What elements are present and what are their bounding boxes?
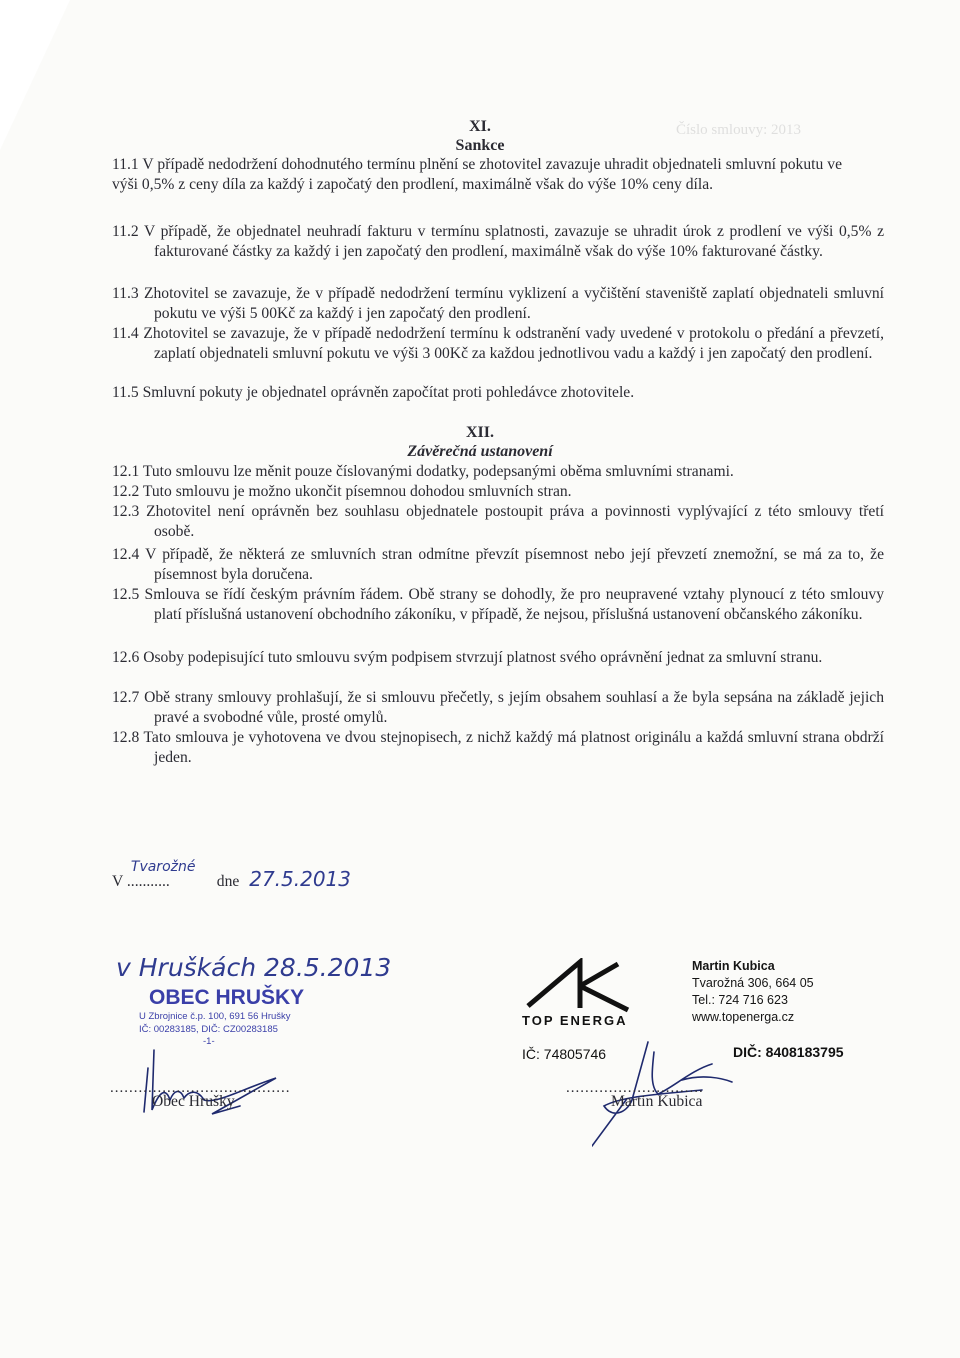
left-signature-dots: ......................................	[110, 1080, 291, 1096]
section-12-title: Závěrečná ustanovení	[407, 443, 553, 460]
place-dots: ...........	[126, 873, 170, 890]
company-dic: DIČ: 8408183795	[733, 1044, 844, 1060]
clause-12-3: 12.3 Zhotovitel není oprávněn bez souhlasu objednatele postoupit práva a povinnosti vyplývající z této smlouvy třetí osobě.	[112, 503, 884, 540]
clause-12-4: 12.4 V případě, že některá ze smluvních stran odmítne převzít písemnost nebo její převzetí znemožní, se má za to, že písemnost byla doručena.	[112, 546, 884, 583]
clause-12-2: 12.2 Tuto smlouvu je možno ukončit písemnou dohodou smluvních stran.	[112, 483, 572, 500]
right-signature-dots: .............................	[566, 1080, 704, 1096]
place-date-line	[112, 859, 352, 891]
right-signature-label: Martin Kubica	[611, 1093, 703, 1110]
stamp-ids: IČ: 00283185, DIČ: CZ00283185	[139, 1024, 278, 1035]
section-11-title: Sankce	[455, 137, 505, 154]
bleed-through-header: Číslo smlouvy: 2013	[676, 122, 802, 138]
left-signature-label: Obec Hrušky	[152, 1093, 235, 1110]
handwritten-place: Tvarožné	[130, 859, 196, 875]
clause-12-7: 12.7 Obě strany smlouvy prohlašují, že si smlouvu přečetly, s jejím obsahem souhlasí a že byla sepsána na základě jejich pravé a svobodné vůle, prosté omylů.	[112, 689, 884, 726]
clause-11-4: 11.4 Zhotovitel se zavazuje, že v případě nedodržení termínu k odstranění vady uvedené v protokolu o předání a převzetí, zaplatí objednateli smluvní pokutu ve výši 3 00Kč za každou jednotlivou vadu a každý i jen započatý den prodlení.	[112, 325, 884, 362]
handwritten-date: 27.5.2013	[249, 867, 352, 891]
company-owner: Martin Kubica	[692, 959, 775, 973]
clause-11-3: 11.3 Zhotovitel se zavazuje, že v případě nedodržení termínu vyklizení a vyčištění staveniště zaplatí objednateli smluvní pokutu ve výši 5 00Kč za každý i jen započatý den prodlení.	[112, 285, 884, 322]
stamp-address: U Zbrojnice č.p. 100, 691 56 Hrušky	[139, 1011, 291, 1022]
date-prefix: dne	[216, 873, 240, 890]
company-phone: Tel.: 724 716 623	[692, 993, 788, 1007]
top-energa-logo-text: TOP ENERGA	[522, 1013, 628, 1028]
place-prefix: V	[112, 873, 123, 890]
section-12-number: XII.	[465, 424, 494, 441]
company-web: www.topenerga.cz	[692, 1010, 795, 1024]
company-ic: IČ: 74805746	[522, 1046, 607, 1062]
clause-11-2: 11.2 V případě, že objednatel neuhradí fakturu v termínu splatnosti, zavazuje se uhradit úrok z prodlení ve výši 0,5% z fakturované částky za každý i jen započatý den prodlení, maximálně však do výše 10% fakturované částky.	[112, 223, 884, 260]
clause-12-8: 12.8 Tato smlouva je vyhotovena ve dvou stejnopisech, z nichž každý má platnost originálu a každá smluvní strana obdrží jeden.	[112, 729, 884, 766]
top-energa-logo	[520, 958, 660, 1013]
section-11-number: XI.	[469, 118, 491, 135]
clause-12-6: 12.6 Osoby podepisující tuto smlouvu svým podpisem stvrzují platnost svého oprávnění jednat za smluvní stranu.	[112, 649, 823, 666]
company-address: Tvarožná 306, 664 05	[692, 976, 814, 990]
company-contact	[692, 958, 814, 1026]
clause-11-5: 11.5 Smluvní pokuty je objednatel oprávněn započítat proti pohledávce zhotovitele.	[112, 384, 635, 401]
clause-12-5: 12.5 Smlouva se řídí českým právním řádem. Obě strany se dohodly, že pro neupravené vztahy plynoucí z této smlouvy platí příslušná ustanovení obchodního zákoníku, v případě, že nejsou, příslušná ustanovení občanského zákoníku.	[112, 586, 884, 623]
stamp-page: -1-	[203, 1036, 215, 1047]
clause-11-1: 11.1 V případě nedodržení dohodnutého termínu plnění se zhotovitel zavazuje uhradit objednateli smluvní pokutu ve výši 0,5% z ceny díla za každý i započatý den prodlení, maximálně však do výše 10% ceny díla.	[112, 156, 842, 193]
handwritten-place-date-left: v Hruškách 28.5.2013	[116, 953, 392, 982]
stamp-name: OBEC HRUŠKY	[149, 986, 305, 1009]
clause-12-1: 12.1 Tuto smlouvu lze měnit pouze číslovanými dodatky, podepsanými oběma smluvními stranami.	[112, 463, 734, 480]
